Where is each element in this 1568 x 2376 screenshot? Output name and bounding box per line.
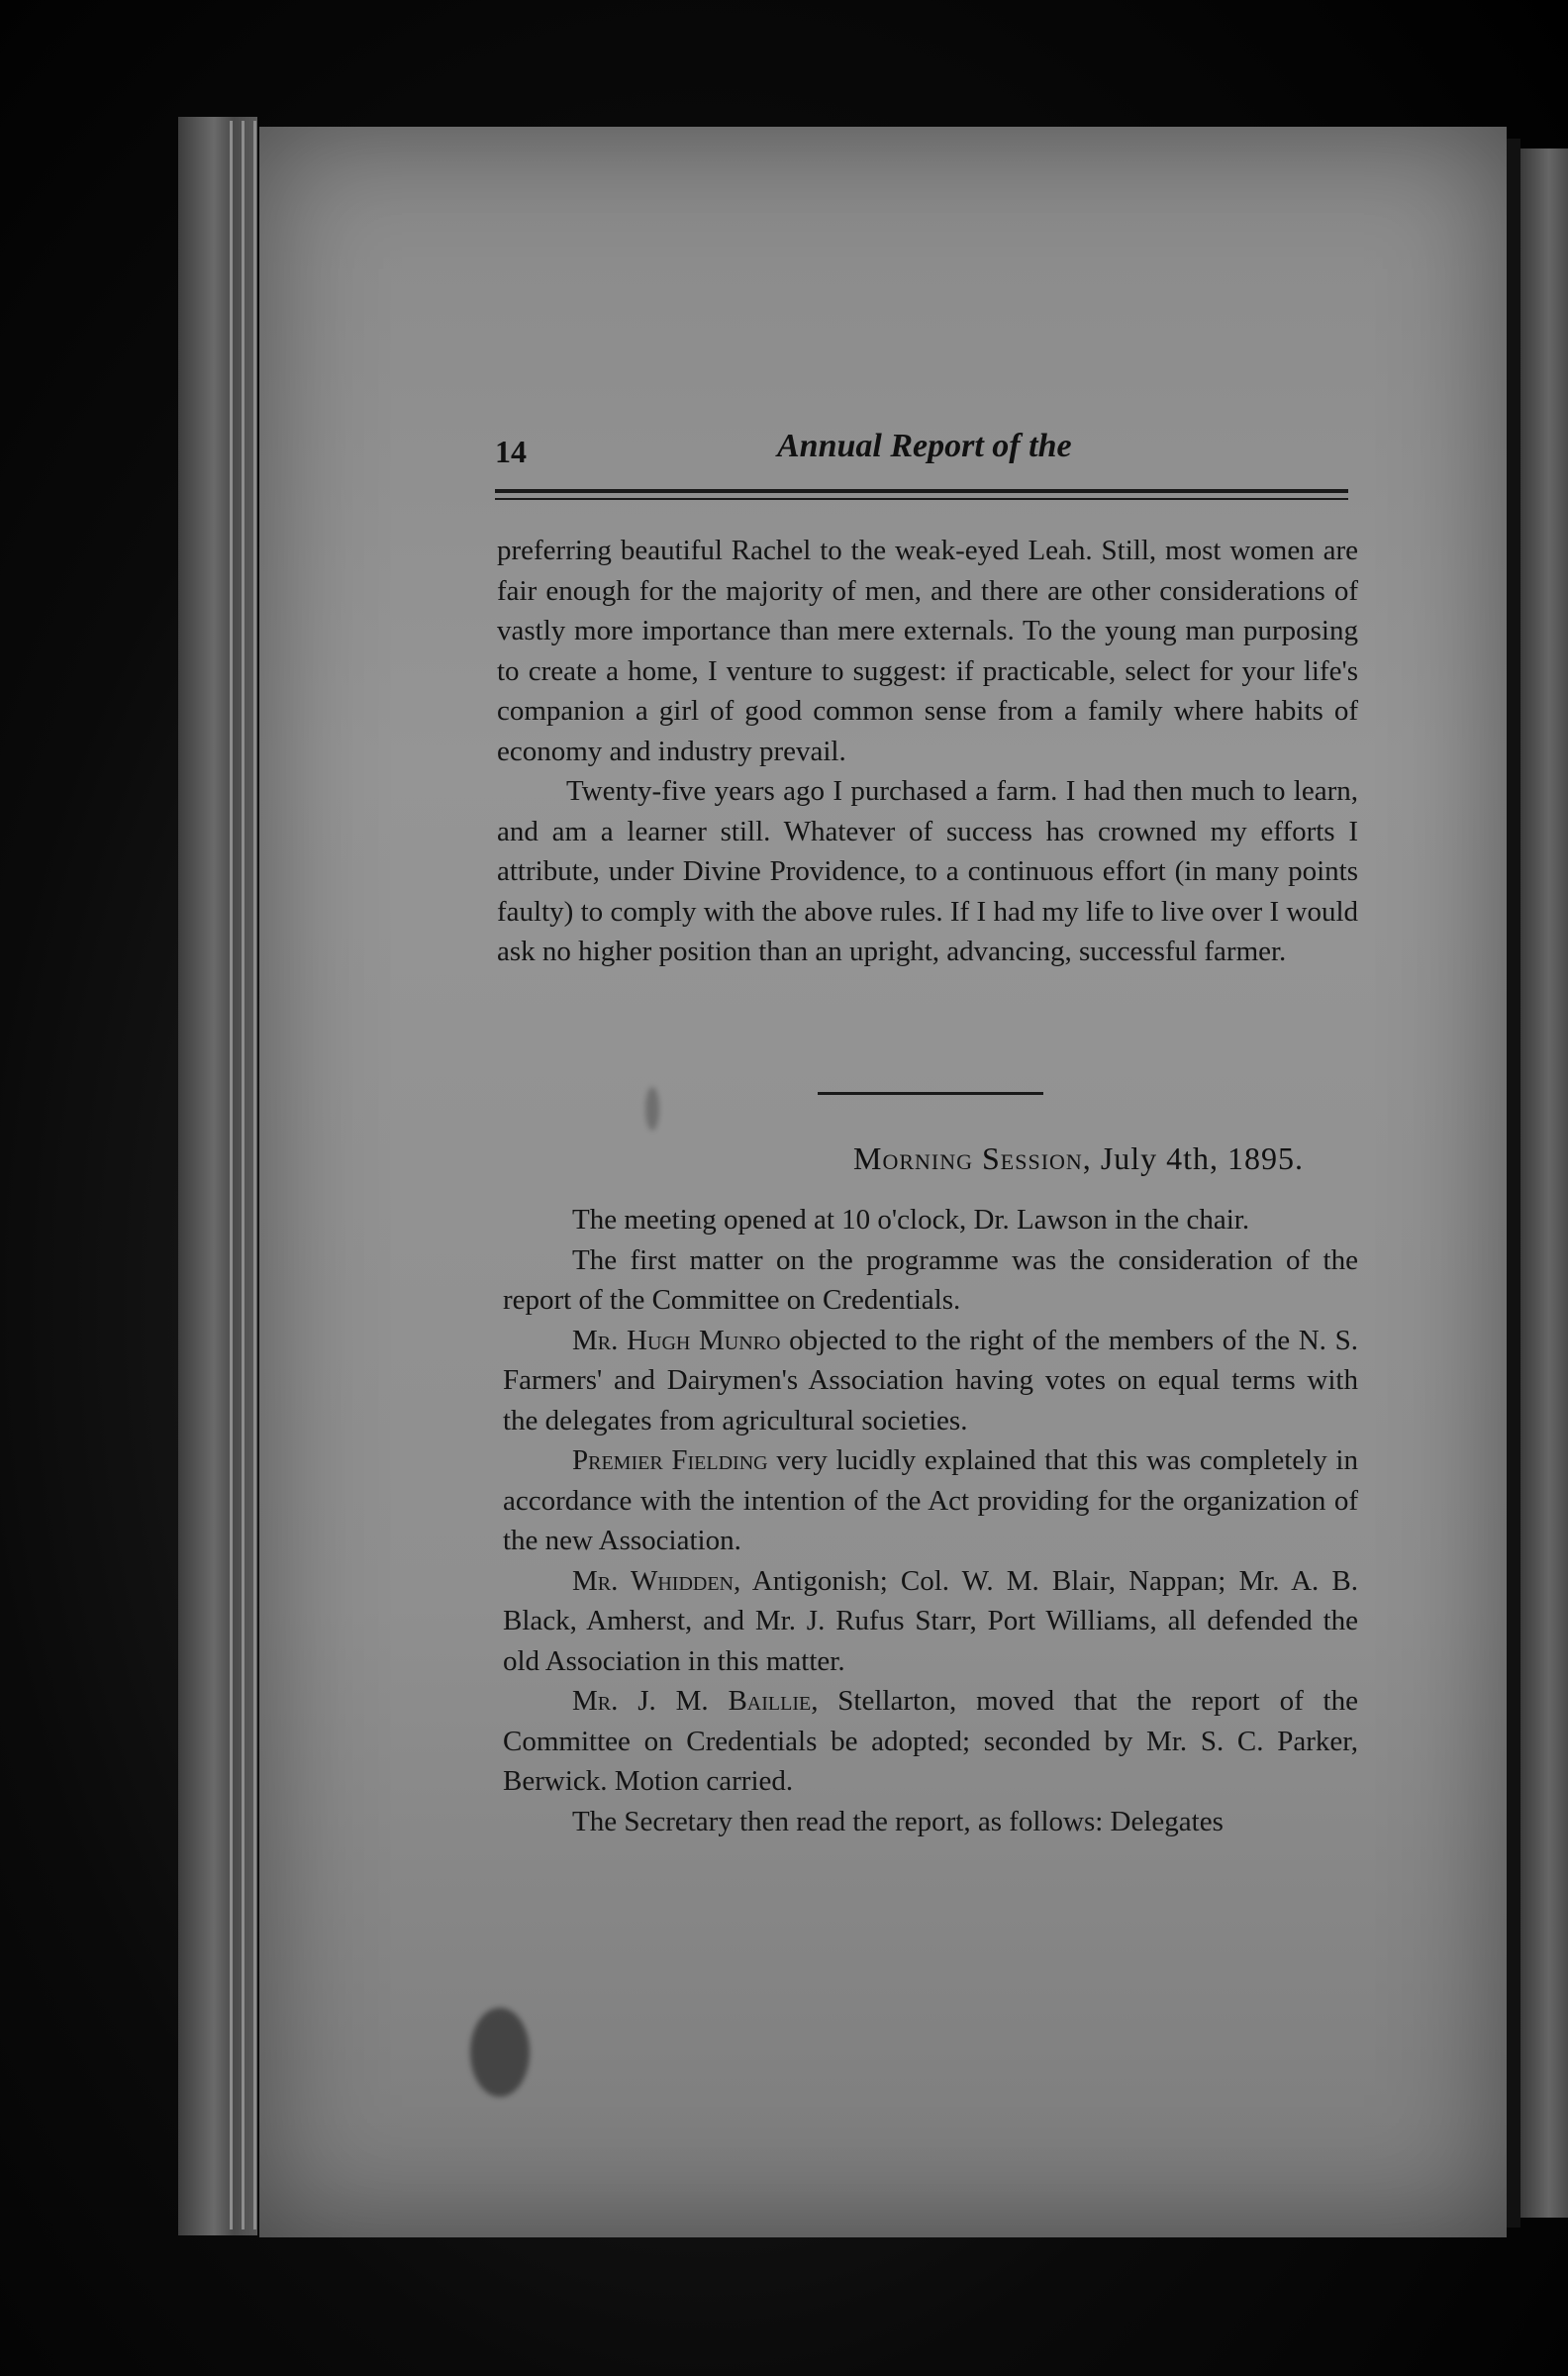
- session-heading: [853, 1140, 1328, 1177]
- minutes-paragraph: [503, 1200, 1358, 1240]
- minutes-sentence: very lucidly explained that this was completely in accordance with the intention of the Act providing for the organization of the new Association.: [503, 1444, 1358, 1556]
- section-separator: [818, 1092, 1043, 1095]
- page-number: 14: [495, 434, 527, 469]
- minutes-sentence: The meeting opened at 10 o'clock, Dr. Lawson in the chair.: [572, 1204, 1250, 1236]
- header-rule: [495, 489, 1348, 493]
- spine-edge-line: [242, 121, 245, 2229]
- paragraph: preferring beautiful Rachel to the weak-eyed Leah. Still, most women are fair enough for the majority of men, and there are other considerations of vastly more importance than mere externals. To the young man purposing to create a home, I venture to suggest: if practicable, select for your life's companion a girl of good common sense from a family where habits of economy and industry prevail.: [497, 535, 1358, 767]
- minutes-paragraph: [503, 1321, 1358, 1441]
- page-header: [495, 428, 1346, 467]
- session-date: July 4th, 1895.: [1100, 1140, 1305, 1176]
- speaker-name: Mr. Hugh Munro: [572, 1324, 781, 1356]
- ink-smudge: [470, 2008, 530, 2097]
- minutes-paragraph: [503, 1802, 1358, 1842]
- speaker-name: Mr. J. M. Baillie,: [572, 1685, 819, 1717]
- header-rule: [495, 498, 1348, 500]
- minutes-paragraph: [503, 1681, 1358, 1802]
- minutes-paragraph: [503, 1240, 1358, 1321]
- minutes-sentence: objected to the right of the members of the N. S. Farmers' and Dairymen's Association having votes on equal terms with the delegates from agricultural societies.: [503, 1324, 1358, 1436]
- book-spine: [178, 117, 257, 2235]
- spine-edge-line: [230, 121, 233, 2229]
- speaker-name: Premier Fielding: [572, 1444, 768, 1476]
- minutes-sentence: Stellarton, moved that the report of the Committee on Credentials be adopted; seconded by Mr. S. C. Parker, Berwick. Motion carried.: [503, 1685, 1358, 1797]
- minutes-sentence: Antigonish; Col. W. M. Blair, Nappan; Mr. A. B. Black, Amherst, and Mr. J. Rufus Starr, Port Williams, all defended the old Association in this matter.: [503, 1564, 1359, 1677]
- speaker-name: Mr. Whidden,: [572, 1564, 741, 1597]
- minutes-paragraph: [503, 1440, 1358, 1561]
- running-head: Annual Report of the: [777, 428, 1072, 464]
- paragraph: Twenty-five years ago I purchased a farm. I had then much to learn, and am a learner still. Whatever of success has crowned my efforts I attribute, under Divine Providence, to a continuous effort (in many points faulty) to comply with the above rules. If I had my life to live over I would ask no higher position than an upright, advancing, successful farmer.: [497, 775, 1358, 967]
- body-text-top: [497, 531, 1358, 972]
- minutes-text: [503, 1200, 1358, 1841]
- ink-smudge: [645, 1087, 659, 1131]
- facing-page-edge: [1520, 148, 1568, 2218]
- session-label: Morning Session,: [853, 1140, 1092, 1176]
- minutes-paragraph: [503, 1561, 1358, 1682]
- minutes-sentence: The Secretary then read the report, as follows: Delegates: [572, 1805, 1224, 1837]
- page-gutter: [1507, 139, 1520, 2228]
- minutes-sentence: The first matter on the programme was the consideration of the report of the Committee on Credentials.: [503, 1243, 1358, 1316]
- spine-edge-line: [253, 121, 256, 2229]
